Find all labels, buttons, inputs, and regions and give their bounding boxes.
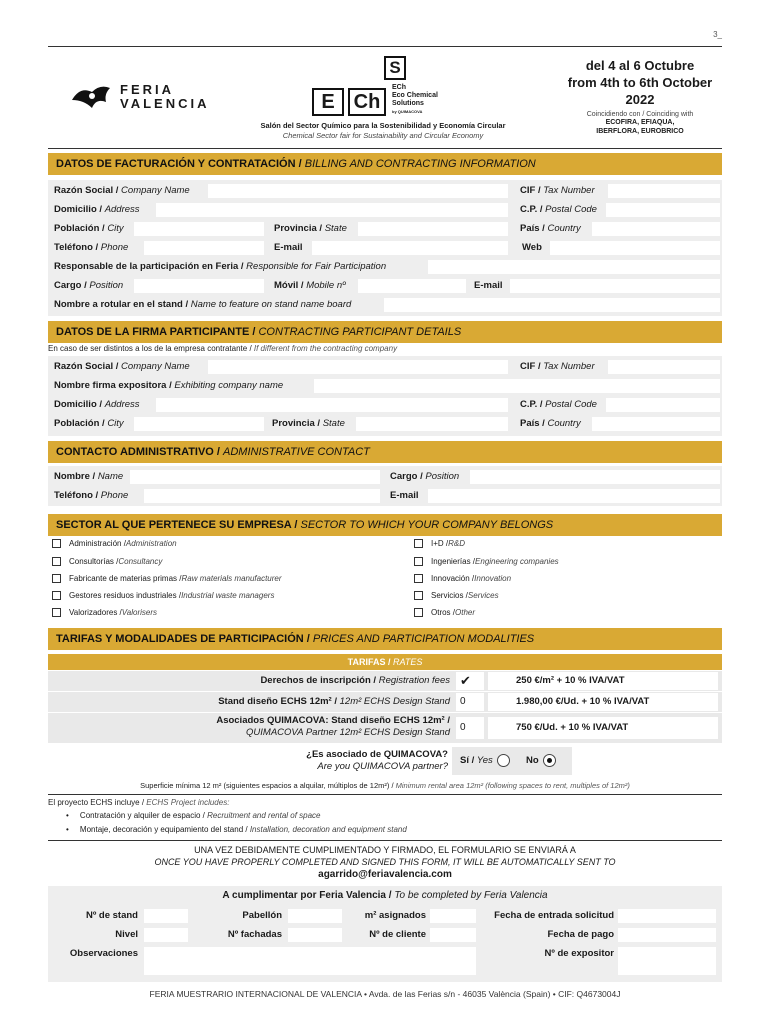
participant-cif-label: CIF / Tax Number	[520, 361, 595, 372]
admin-pabellon-input[interactable]	[288, 909, 342, 923]
sector-checkbox[interactable]: Servicios / Services	[414, 591, 499, 600]
billing-responsable-label: Responsable de la participación en Feria / Responsible for Fair Participation	[54, 261, 387, 272]
echs-ch-block: Ch	[348, 88, 386, 116]
checkbox-icon[interactable]	[52, 591, 61, 600]
billing-provincia-label: Provincia / State	[274, 223, 347, 234]
billing-web-input[interactable]	[550, 241, 720, 255]
billing-email2-label: E-mail	[474, 280, 503, 291]
includes-item: • Contratación y alquiler de espacio / Recruitment and rental of space	[66, 811, 321, 820]
coinciding-events-1: ECOFIRA, EFIAQUA,	[605, 119, 675, 126]
participant-poblacion-input[interactable]	[134, 417, 264, 431]
event-dates	[560, 57, 720, 136]
contact-title-es: CONTACTO ADMINISTRATIVO /	[56, 446, 224, 458]
billing-razon-input[interactable]	[208, 184, 508, 198]
section-billing-header	[48, 153, 722, 175]
billing-rotular-label: Nombre a rotular en el stand / Name to feature on stand name board	[54, 299, 352, 310]
billing-domicilio-input[interactable]	[156, 203, 508, 217]
echs-s-block: S	[384, 56, 406, 80]
billing-web-label: Web	[522, 242, 542, 253]
contact-email-input[interactable]	[428, 489, 720, 503]
sector-checkbox[interactable]: Otros / Other	[414, 608, 475, 617]
sector-checkbox[interactable]: Ingenierías / Engineering companies	[414, 557, 559, 566]
billing-cif-input[interactable]	[608, 184, 720, 198]
header-rule	[48, 148, 722, 149]
rates-rule	[48, 794, 722, 795]
send-es: UNA VEZ DEBIDAMENTE CUMPLIMENTADO Y FIRMADO, EL FORMULARIO SE ENVIARÁ A	[194, 845, 576, 855]
rate-design-stand-value: 1.980,00 €/Ud. + 10 % IVA/VAT	[488, 693, 718, 711]
rate-partner-stand-qty[interactable]: 0	[456, 717, 484, 739]
billing-razon-label: Razón Social / Company Name	[54, 185, 190, 196]
echs-tagline	[392, 84, 438, 116]
rate-row-design-stand	[48, 692, 722, 712]
echs-l3: Solutions	[392, 100, 424, 107]
billing-telefono-input[interactable]	[144, 241, 264, 255]
billing-cp-input[interactable]	[606, 203, 720, 217]
surface-note: Superficie mínima 12 m² (siguientes espacios a alquilar, múltiplos de 12m²) / Minimum rental area 12m² (following spaces to rent, multiples of 12m²)	[140, 781, 630, 790]
billing-pais-label: País / Country	[520, 223, 581, 234]
checkbox-icon[interactable]	[414, 591, 423, 600]
participant-domicilio-label: Domicilio / Address	[54, 399, 140, 410]
checkbox-icon[interactable]	[52, 539, 61, 548]
section-sector-header	[48, 514, 722, 536]
billing-rotular-input[interactable]	[384, 298, 720, 312]
checkbox-icon[interactable]	[414, 574, 423, 583]
billing-email-input[interactable]	[312, 241, 508, 255]
echs-l2: Eco Chemical	[392, 92, 438, 99]
rate-partner-stand-label: Asociados QUIMACOVA: Stand diseño ECHS 12m² / QUIMACOVA Partner 12m² ECHS Design Stand	[216, 715, 450, 738]
sector-checkbox[interactable]: I+D / R&D	[414, 539, 465, 548]
participant-razon-label: Razón Social / Company Name	[54, 361, 190, 372]
billing-movil-label: Móvil / Mobile nº	[274, 280, 346, 291]
participant-nombre-label: Nombre firma expositora / Exhibiting company name	[54, 380, 284, 391]
rates-title-en: PRICES AND PARTICIPATION MODALITIES	[312, 633, 535, 645]
rates-subheader: TARIFAS / RATES	[48, 654, 722, 670]
admin-expositor-label: Nº de expositor	[544, 948, 614, 959]
sector-title-en: SECTOR TO WHICH YOUR COMPANY BELONGS	[300, 519, 554, 531]
admin-nivel-input[interactable]	[144, 928, 188, 942]
send-rule	[48, 840, 722, 841]
contact-title-en: ADMINISTRATIVE CONTACT	[223, 446, 370, 458]
billing-provincia-input[interactable]	[358, 222, 508, 236]
echs-logo	[312, 56, 462, 118]
dates-es: del 4 al 6 Octubre	[585, 58, 695, 73]
echs-e-block: E	[312, 88, 344, 116]
checkbox-icon[interactable]	[52, 608, 61, 617]
sector-checkbox[interactable]: Valorizadores / Valorisers	[52, 608, 157, 617]
contact-telefono-label: Teléfono / Phone	[54, 490, 129, 501]
rate-row-partner-stand	[48, 713, 722, 743]
dates-year: 2022	[625, 92, 655, 107]
rate-design-stand-label: Stand diseño ECHS 12m² / 12m² ECHS Design Stand	[218, 696, 450, 707]
includes-item: • Montaje, decoración y equipamiento del stand / Installation, decoration and equipment stand	[66, 825, 407, 834]
footer-address: FERIA MUESTRARIO INTERNACIONAL DE VALENCIA • Avda. de las Ferias s/n - 46035 València (Spain) • CIF: Q4673004J	[149, 989, 621, 999]
contact-nombre-input[interactable]	[130, 470, 380, 484]
billing-email-label: E-mail	[274, 242, 303, 253]
sector-checkbox[interactable]: Fabricante de materias primas / Raw materials manufacturer	[52, 574, 282, 583]
contact-cargo-input[interactable]	[470, 470, 720, 484]
participant-provincia-label: Provincia / State	[272, 418, 345, 429]
salon-es: Salón del Sector Químico para la Sostenibilidad y Economía Circular	[260, 121, 506, 130]
includes-title: El proyecto ECHS incluye / ECHS Project includes:	[48, 798, 230, 807]
billing-pais-input[interactable]	[592, 222, 720, 236]
radio-yes-icon[interactable]	[497, 754, 510, 767]
billing-cif-label: CIF / Tax Number	[520, 185, 595, 196]
rates-title-es: TARIFAS Y MODALIDADES DE PARTICIPACIÓN /	[56, 633, 313, 645]
admin-obs-input[interactable]	[144, 947, 476, 975]
billing-telefono-label: Teléfono / Phone	[54, 242, 129, 253]
admin-expositor-input[interactable]	[618, 947, 716, 975]
page-number: 3_	[713, 30, 722, 39]
admin-fachadas-input[interactable]	[288, 928, 342, 942]
billing-responsable-input[interactable]	[428, 260, 720, 274]
contact-telefono-input[interactable]	[144, 489, 380, 503]
checkbox-icon[interactable]	[414, 608, 423, 617]
checkbox-icon[interactable]	[52, 574, 61, 583]
admin-m2-label: m² asignados	[364, 910, 426, 921]
checkbox-icon[interactable]	[414, 557, 423, 566]
admin-stand-label: Nº de stand	[85, 910, 138, 921]
admin-fachadas-label: Nº fachadas	[227, 929, 282, 940]
radio-no-icon[interactable]	[543, 754, 556, 767]
participant-cif-input[interactable]	[608, 360, 720, 374]
billing-email2-input[interactable]	[510, 279, 720, 293]
billing-title-en: BILLING AND CONTRACTING INFORMATION	[304, 158, 536, 170]
billing-poblacion-label: Población / City	[54, 223, 124, 234]
partner-question-label: ¿Es asociado de QUIMACOVA? Are you QUIMACOVA partner?	[306, 749, 448, 772]
admin-fecha-sol-input[interactable]	[618, 909, 716, 923]
admin-obs-label: Observaciones	[69, 948, 138, 959]
rate-row-registration	[48, 671, 722, 691]
participant-cp-label: C.P. / Postal Code	[520, 399, 597, 410]
rate-partner-stand-value: 750 €/Ud. + 10 % IVA/VAT	[488, 717, 718, 739]
participant-title-es: DATOS DE LA FIRMA PARTICIPANTE /	[56, 326, 259, 338]
rate-row-partner-question	[48, 745, 722, 777]
billing-cp-label: C.P. / Postal Code	[520, 204, 597, 215]
checkbox-icon[interactable]	[414, 539, 423, 548]
checkbox-icon[interactable]	[52, 557, 61, 566]
section-contact-header	[48, 441, 722, 463]
participant-note: En caso de ser distintos a los de la empresa contratante / If different from the contracting company	[48, 344, 398, 353]
feria-valencia-logo	[70, 82, 209, 112]
salon-subtitle	[238, 121, 528, 141]
rate-registration-label: Derechos de inscripción / Registration fees	[260, 675, 450, 686]
participant-provincia-input[interactable]	[356, 417, 508, 431]
sector-title-es: SECTOR AL QUE PERTENECE SU EMPRESA /	[56, 519, 301, 531]
coinciding-events-2: IBERFLORA, EUROBRICO	[596, 128, 684, 135]
sector-checkbox[interactable]: Administración / Administration	[52, 539, 177, 548]
top-rule	[48, 46, 722, 47]
coinciding-label: Coincidiendo con / Coinciding with	[586, 111, 694, 118]
section-participant-header	[48, 321, 722, 343]
section-rates-header	[48, 628, 722, 650]
brand-line1: FERIA	[120, 82, 174, 97]
admin-pabellon-label: Pabellón	[242, 910, 282, 921]
admin-stand-input[interactable]	[144, 909, 188, 923]
admin-title: A cumplimentar por Feria Valencia / To be completed by Feria Valencia	[222, 890, 548, 901]
participant-nombre-input[interactable]	[314, 379, 720, 393]
feria-valencia-emblem-icon	[70, 82, 112, 112]
participant-cp-input[interactable]	[606, 398, 720, 412]
participant-poblacion-label: Población / City	[54, 418, 124, 429]
contact-email-label: E-mail	[390, 490, 419, 501]
rate-design-stand-qty[interactable]: 0	[456, 693, 484, 711]
send-email-link[interactable]: agarrido@feriavalencia.com	[318, 869, 452, 880]
sector-checkbox[interactable]: Gestores residuos industriales / Industrial waste managers	[52, 591, 274, 600]
rate-registration-value: 250 €/m² + 10 % IVA/VAT	[488, 672, 718, 690]
admin-cliente-label: Nº de cliente	[369, 929, 426, 940]
partner-yes-option[interactable]: Sí / Yes	[452, 747, 572, 775]
billing-movil-input[interactable]	[358, 279, 466, 293]
admin-block	[48, 886, 722, 982]
echs-l4: by QUIMACOVA	[392, 109, 423, 114]
billing-poblacion-input[interactable]	[134, 222, 264, 236]
billing-cargo-input[interactable]	[134, 279, 264, 293]
participant-pais-label: País / Country	[520, 418, 581, 429]
participant-domicilio-input[interactable]	[156, 398, 508, 412]
billing-title-es: DATOS DE FACTURACIÓN Y CONTRATACIÓN /	[56, 158, 305, 170]
sector-checkbox[interactable]: Innovación / Innovation	[414, 574, 511, 583]
salon-en: Chemical Sector fair for Sustainability and Circular Economy	[282, 131, 484, 140]
billing-cargo-label: Cargo / Position	[54, 280, 124, 291]
echs-l1: ECh	[392, 84, 406, 91]
admin-fecha-pago-input[interactable]	[618, 928, 716, 942]
admin-fecha-pago-label: Fecha de pago	[547, 929, 614, 940]
sector-checkbox[interactable]: Consultorías / Consultancy	[52, 557, 162, 566]
admin-nivel-label: Nivel	[115, 929, 138, 940]
partner-no-option[interactable]: No	[518, 747, 570, 775]
billing-domicilio-label: Domicilio / Address	[54, 204, 140, 215]
admin-fecha-sol-label: Fecha de entrada solicitud	[494, 910, 614, 921]
participant-razon-input[interactable]	[208, 360, 508, 374]
dates-en: from 4th to 6th October	[567, 75, 713, 90]
send-en: ONCE YOU HAVE PROPERLY COMPLETED AND SIGNED THIS FORM, IT WILL BE AUTOMATICALLY SENT TO	[154, 857, 616, 867]
participant-pais-input[interactable]	[592, 417, 720, 431]
rate-registration-checkbox[interactable]: ✔	[456, 672, 484, 690]
brand-line2: VALENCIA	[120, 96, 210, 111]
participant-title-en: CONTRACTING PARTICIPANT DETAILS	[258, 326, 462, 338]
admin-m2-input[interactable]	[430, 909, 476, 923]
admin-cliente-input[interactable]	[430, 928, 476, 942]
contact-cargo-label: Cargo / Position	[390, 471, 460, 482]
contact-nombre-label: Nombre / Name	[54, 471, 124, 482]
